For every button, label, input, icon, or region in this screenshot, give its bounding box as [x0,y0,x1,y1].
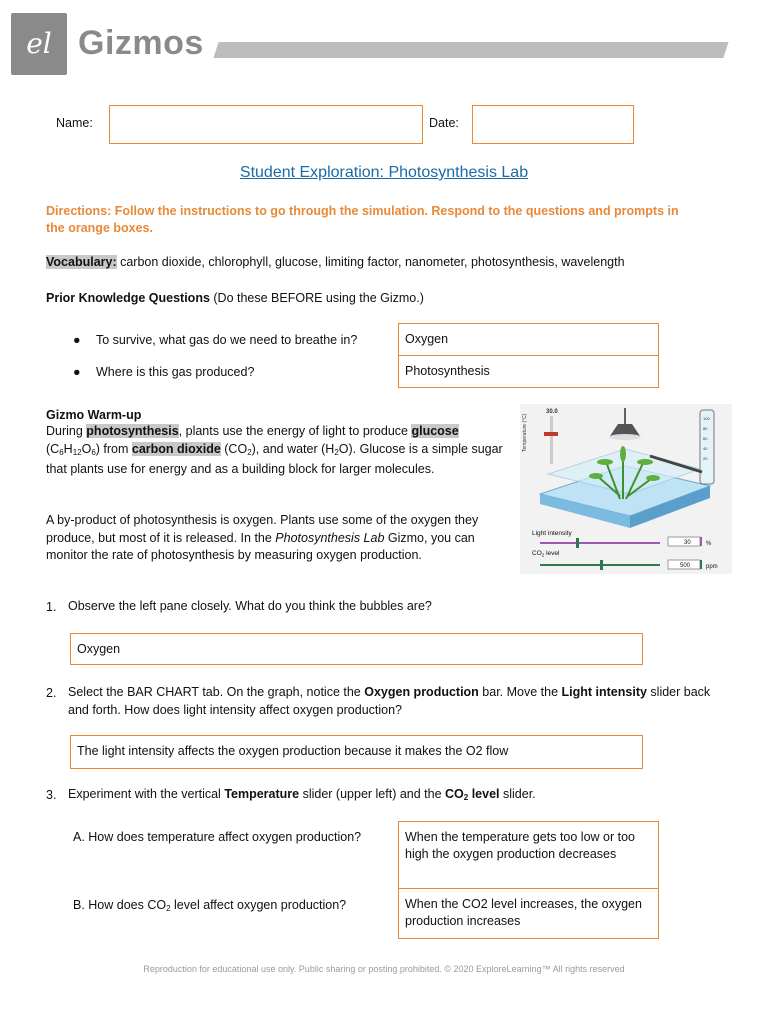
brand-name: Gizmos [78,24,204,62]
prior-question-1: To survive, what gas do we need to breathe in? [96,333,358,347]
question-3a-label: A. How does temperature affect oxygen production? [73,830,362,844]
prior-answer-2[interactable]: Photosynthesis [398,355,659,388]
simulation-illustration [520,404,732,574]
vocabulary [46,254,736,272]
svg-text:100: 100 [703,416,710,421]
date-label: Date: [429,116,459,130]
gizmo-screenshot [520,404,732,574]
footer-copyright: Reproduction for educational use only. Public sharing or posting prohibited. © 2020 ExploreLearning™ All rights reserved [143,964,625,974]
term-photosynthesis: photosynthesis [86,424,179,438]
temperature-axis-label: Temperature (°C) [522,413,528,452]
answer-3a-box[interactable]: When the temperature gets too low or too high the oxygen production decreases [398,821,659,889]
answer-1-box[interactable]: Oxygen [70,633,643,665]
light-unit: % [706,541,712,547]
gizmos-logo [11,13,67,75]
term-carbon-dioxide: carbon dioxide [131,441,221,456]
question-1-text: Observe the left pane closely. What do you think the bubbles are? [68,599,432,613]
term-glucose: glucose [411,424,459,438]
prior-question-2: Where is this gas produced? [96,365,255,379]
prior-answer-1[interactable]: Oxygen [398,323,659,356]
prior-heading: Prior Knowledge Questions [46,291,210,305]
svg-text:40: 40 [703,446,708,451]
svg-text:60: 60 [703,436,708,441]
co2-value: 500 [680,563,691,569]
answer-3b-box[interactable]: When the CO2 level increases, the oxygen production increases [398,888,659,939]
question-1-number: 1. [46,600,57,614]
co2-slider-thumb[interactable] [600,560,603,570]
name-field[interactable] [109,105,423,144]
light-intensity-value: 30 [684,540,691,546]
svg-text:80: 80 [703,426,708,431]
question-2-text: Select the BAR CHART tab. On the graph, notice the Oxygen production bar. Move the Light intensity slider back and forth. How does light intensity affect oxygen production? [68,685,711,717]
question-2-number: 2. [46,686,57,700]
date-field[interactable] [472,105,634,144]
directions: Directions: Follow the instructions to go through the simulation. Respond to the questions and prompts in the orange boxes. [46,204,679,235]
answer-2-box[interactable]: The light intensity affects the oxygen production because it makes the O2 flow [70,735,643,769]
bullet-dot: ● [73,365,81,379]
question-3-text: Experiment with the vertical Temperature slider (upper left) and the $CO_2$ level slider. [68,787,536,802]
light-slider-track [540,542,660,544]
vocabulary-terms: carbon dioxide, chlorophyll, glucose, limiting factor, nanometer, photosynthesis, wavelength [116,255,625,269]
prior-knowledge-heading [46,290,736,308]
temperature-slider-thumb [544,432,558,436]
warmup-heading: Gizmo Warm-up [46,408,142,422]
logo-glyph: el [26,27,52,60]
temperature-value: 30.0 [546,409,558,415]
question-3-number: 3. [46,788,57,802]
light-intensity-label: Light intensity [532,530,572,537]
header-bar [213,42,728,58]
warmup-paragraph-2: A by-product of photosynthesis is oxygen. Plants use some of the oxygen they produce, but most of it is released. In the Photosynthesis Lab Gizmo, you can monitor the rate of photosynthesis by measuring oxygen production. [46,513,479,562]
vocabulary-label: Vocabulary: [46,255,117,269]
name-label: Name: [56,116,93,130]
co2-unit: ppm [706,564,718,570]
svg-text:20: 20 [703,456,708,461]
co2-level-label: $CO_2$ level [532,550,560,558]
bullet-dot: ● [73,333,81,347]
light-slider-thumb[interactable] [576,538,579,548]
prior-note: (Do these BEFORE using the Gizmo.) [209,291,424,305]
question-3b-label: B. How does $CO_2$ level affect oxygen production? [73,898,347,913]
warmup-paragraph-1: During photosynthesis, plants use the energy of light to produce glucose $(C_6H_{12}O_6)$ from carbon dioxide $(CO_2)$, and water $(H_2O)$. Glucose is a simple sugar that plants use for energy and as a building block for larger molecules. [46,424,503,476]
page-title: Student Exploration: Photosynthesis Lab [239,164,529,181]
